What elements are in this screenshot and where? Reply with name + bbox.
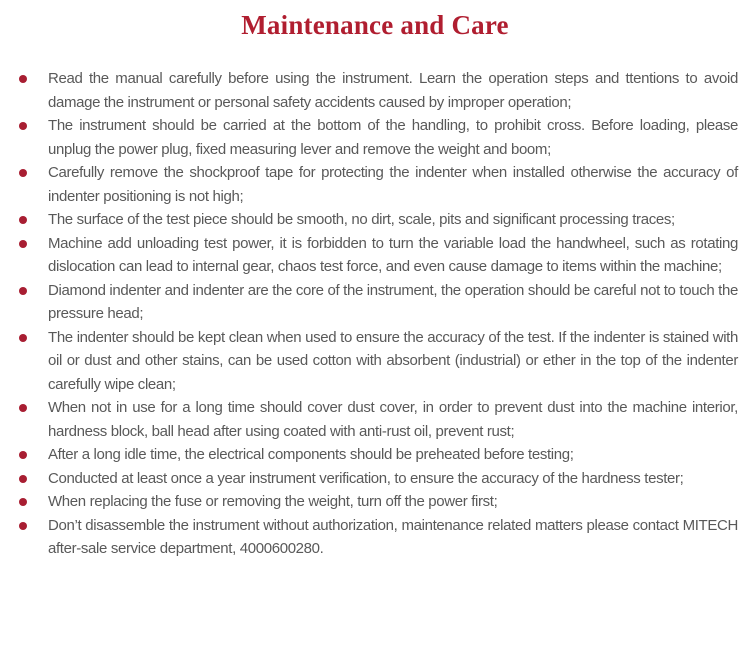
bullet-icon (19, 169, 27, 177)
list-item-text: Read the manual carefully before using the instrument. Learn the operation steps and ttentions to avoid damage the instrument or personal safety accidents caused by improper operation; (48, 70, 738, 111)
list-item (0, 279, 738, 326)
list-item-text: Don’t disassemble the instrument without authorization, maintenance related matters please contact MITECH after-sale service department, 4000600280. (48, 516, 738, 557)
list-item-text: After a long idle time, the electrical components should be preheated before testing; (48, 446, 574, 463)
list-item-text: The instrument should be carried at the bottom of the handling, to prohibit cross. Before loading, please unplug the power plug, fixed measuring lever and remove the weight and boom; (48, 117, 738, 158)
bullet-icon (19, 475, 27, 483)
list-item (0, 490, 738, 514)
bullet-icon (19, 522, 27, 530)
list-item (0, 396, 738, 443)
list-item-text: When replacing the fuse or removing the weight, turn off the power first; (48, 493, 498, 510)
list-item-text: Diamond indenter and indenter are the core of the instrument, the operation should be careful not to touch the pressure head; (48, 281, 738, 322)
list-item (0, 114, 738, 161)
list-item-text: The surface of the test piece should be smooth, no dirt, scale, pits and significant processing traces; (48, 211, 675, 228)
list-item (0, 514, 738, 561)
list-item (0, 443, 738, 467)
list-item (0, 326, 738, 397)
bullet-icon (19, 75, 27, 83)
list-item (0, 232, 738, 279)
bullet-icon (19, 216, 27, 224)
bullet-icon (19, 122, 27, 130)
list-item-text: Conducted at least once a year instrument verification, to ensure the accuracy of the hardness tester; (48, 469, 684, 487)
list-item (0, 467, 738, 491)
list-item (0, 67, 738, 114)
maintenance-list (0, 67, 738, 561)
bullet-icon (19, 451, 27, 459)
list-item-text: Carefully remove the shockproof tape for protecting the indenter when installed otherwise the accuracy of indenter positioning is not high; (48, 164, 738, 205)
bullet-icon (19, 404, 27, 412)
list-item-text: The indenter should be kept clean when used to ensure the accuracy of the test. If the indenter is stained with oil or dust and other stains, can be used cotton with absorbent (industrial) or ether in the top of the indenter carefully wipe clean; (48, 328, 738, 393)
list-item-text: When not in use for a long time should cover dust cover, in order to prevent dust into the machine interior, hardness block, ball head after using coated with anti-rust oil, prevent rust; (48, 399, 738, 440)
list-item-text: Machine add unloading test power, it is forbidden to turn the variable load the handwheel, such as rotating dislocation can lead to internal gear, chaos test force, and even cause damage to items within the machine; (48, 234, 738, 275)
list-item (0, 161, 738, 208)
list-item (0, 208, 738, 232)
bullet-icon (19, 334, 27, 342)
bullet-icon (19, 240, 27, 248)
page-title: Maintenance and Care (241, 10, 509, 40)
bullet-icon (19, 287, 27, 295)
bullet-icon (19, 498, 27, 506)
